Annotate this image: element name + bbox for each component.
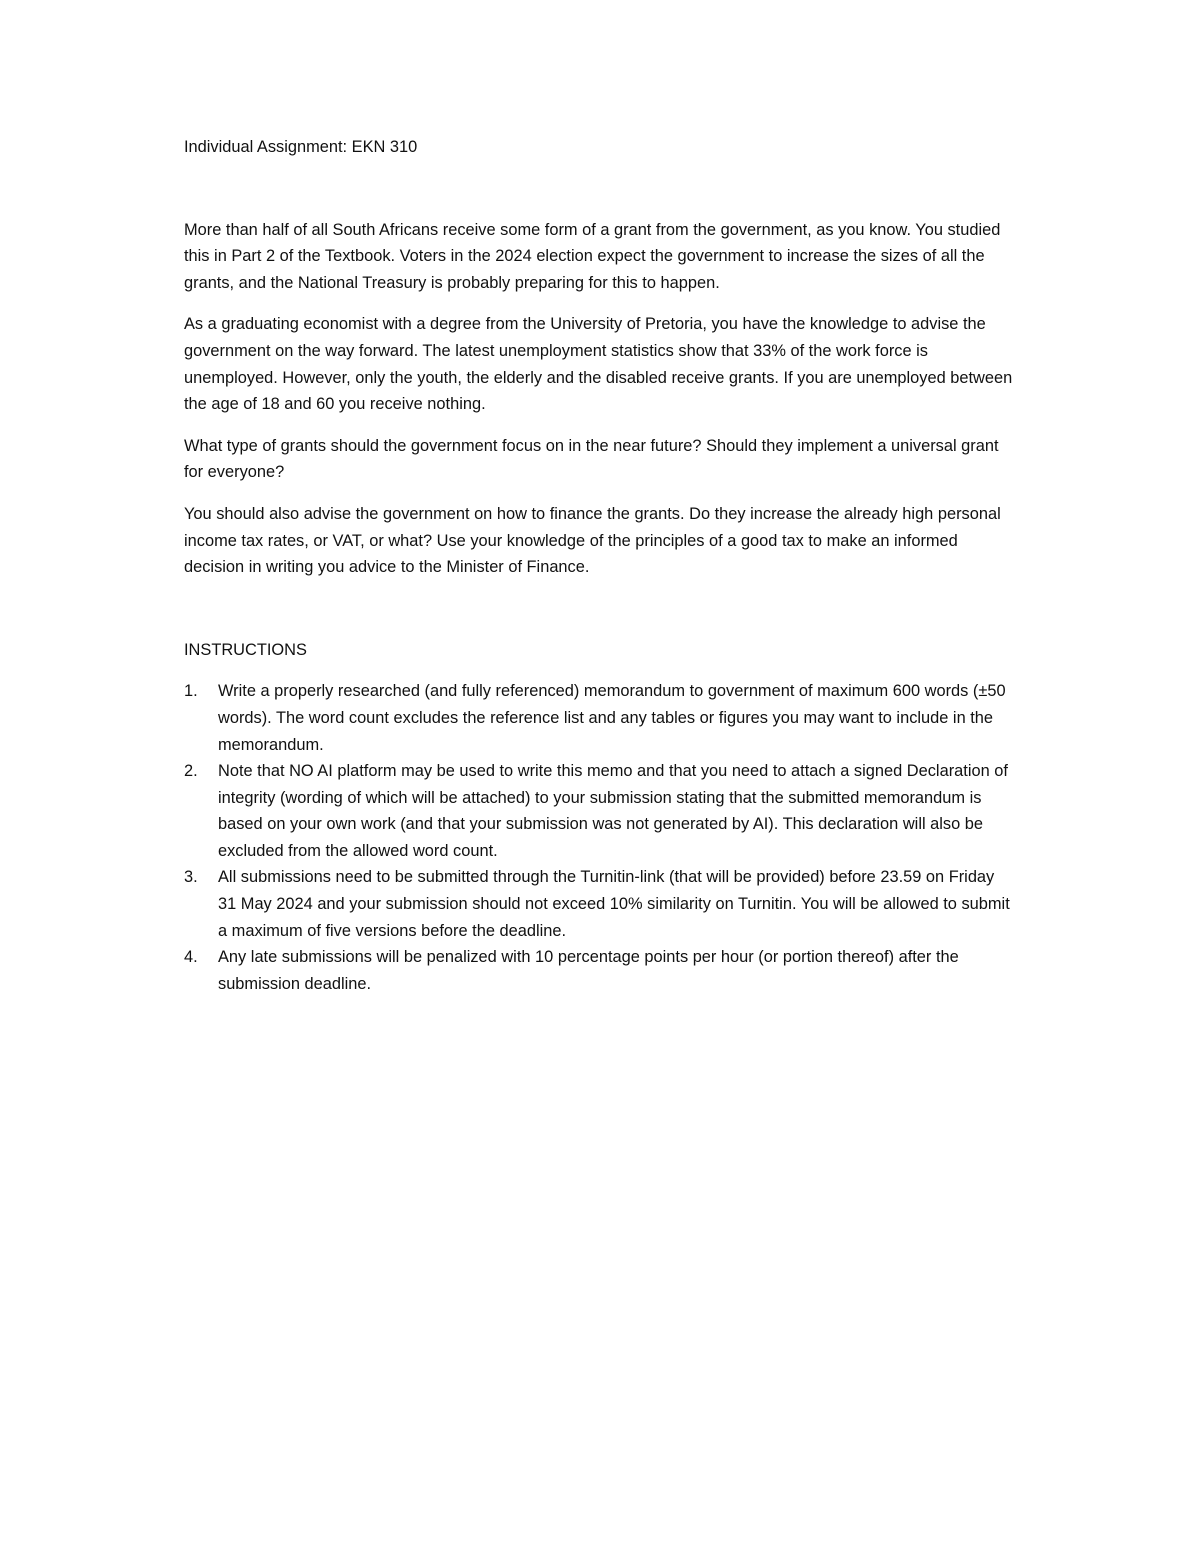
instructions-list	[184, 678, 1016, 997]
paragraph-financing: You should also advise the government on how to finance the grants. Do they increase the already high personal income tax rates, or VAT, or what? Use your knowledge of the principles of a good tax to make an informed decision in writing you advice to the Minister of Finance.	[184, 504, 1001, 577]
instruction-number: 1.	[184, 682, 198, 701]
paragraph-question: What type of grants should the government focus on in the near future? Should they implement a universal grant for everyone?	[184, 436, 999, 482]
instruction-item	[184, 678, 1016, 758]
paragraph-context: As a graduating economist with a degree from the University of Pretoria, you have the knowledge to advise the government on the way forward. The latest unemployment statistics show that 33% of the work force is unemployed. However, only the youth, the elderly and the disabled receive grants. If you are unemployed between the age of 18 and 60 you receive nothing.	[184, 315, 1013, 414]
document-title: Individual Assignment: EKN 310	[184, 138, 418, 156]
instruction-item	[184, 758, 1016, 864]
instruction-text: Write a properly researched (and fully referenced) memorandum to government of maximum 600 words (±50 words). The word count excludes the reference list and any tables or figures you may want to include in the memorandum.	[218, 682, 1006, 754]
paragraph-intro: More than half of all South Africans receive some form of a grant from the government, as you know. You studied this in Part 2 of the Textbook. Voters in the 2024 election expect the government to increase the sizes of all the grants, and the National Treasury is probably preparing for this to happen.	[184, 220, 1001, 292]
instruction-item	[184, 944, 1016, 997]
instruction-number: 3.	[184, 868, 198, 887]
instruction-number: 4.	[184, 948, 198, 967]
instructions-heading: INSTRUCTIONS	[184, 640, 307, 659]
instruction-item	[184, 864, 1016, 944]
instruction-text: All submissions need to be submitted through the Turnitin-link (that will be provided) before 23.59 on Friday 31 May 2024 and your submission should not exceed 10% similarity on Turnitin. You will be allowed to submit a maximum of five versions before the deadline.	[218, 868, 1010, 940]
instruction-text: Note that NO AI platform may be used to write this memo and that you need to attach a signed Declaration of integrity (wording of which will be attached) to your submission stating that the submitted memorandum is based on your own work (and that your submission was not generated by AI). This declaration will also be excluded from the allowed word count.	[218, 762, 1008, 860]
instruction-number: 2.	[184, 762, 198, 781]
section-spacer	[184, 596, 1016, 637]
instruction-text: Any late submissions will be penalized with 10 percentage points per hour (or portion thereof) after the submission deadline.	[218, 948, 959, 993]
document-body	[184, 134, 1016, 997]
